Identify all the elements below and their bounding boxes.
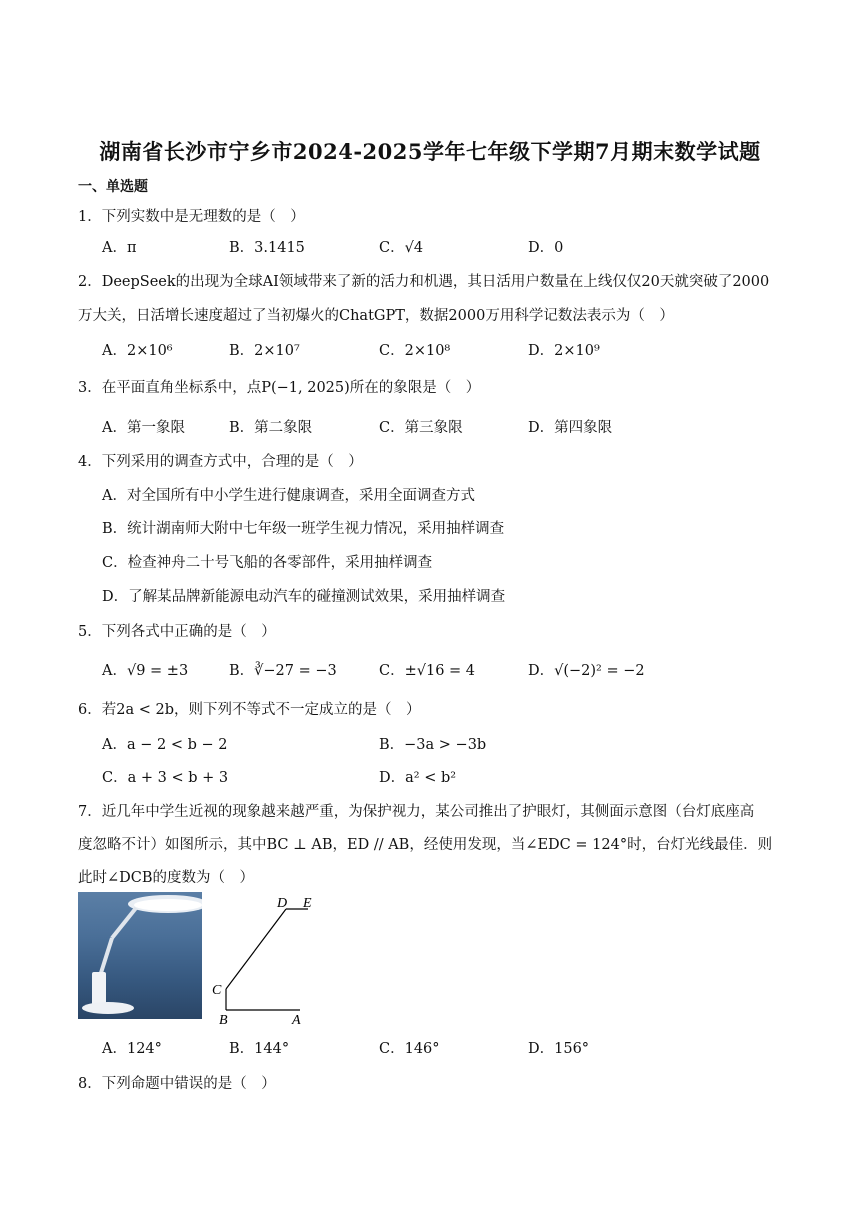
- question-7-option-d: D．156°: [528, 1041, 590, 1057]
- lamp-geometry-diagram: [208, 892, 324, 1028]
- question-1-option-c: C．√4: [379, 240, 424, 256]
- question-2-option-b: B．2×10⁷: [229, 343, 300, 359]
- question-2-line-2: 万大关，日活增长速度超过了当初爆火的ChatGPT，数据2000万用科学记数法表示为（ ）: [78, 308, 674, 324]
- question-1-stem: 1．下列实数中是无理数的是（ ）: [78, 209, 305, 225]
- question-4-option-a: A．对全国所有中小学生进行健康调查，采用全面调查方式: [102, 488, 475, 504]
- question-7-option-b: B．144°: [229, 1041, 290, 1057]
- question-2-option-d: D．2×10⁹: [528, 343, 600, 359]
- question-5-option-c: C．±√16 = 4: [379, 663, 476, 679]
- question-6-stem: 6．若2a < 2b，则下列不等式不一定成立的是（ ）: [78, 702, 421, 718]
- point-e-label: E: [303, 896, 312, 911]
- question-8-stem: 8．下列命题中错误的是（ ）: [78, 1076, 276, 1092]
- question-3-option-a: A．第一象限: [102, 420, 185, 436]
- question-4-stem: 4．下列采用的调查方式中，合理的是（ ）: [78, 454, 363, 470]
- point-b-label: B: [219, 1013, 228, 1028]
- question-3-option-c: C．第三象限: [379, 420, 463, 436]
- point-d-label: D: [277, 896, 288, 911]
- question-4-option-b: B．统计湖南师大附中七年级一班学生视力情况，采用抽样调查: [102, 521, 505, 537]
- section-heading: 一、单选题: [78, 179, 148, 195]
- desk-lamp-photo: [78, 892, 202, 1019]
- question-3-option-b: B．第二象限: [229, 420, 313, 436]
- question-7-line-2: 度忽略不计）如图所示，其中BC ⊥ AB，ED // AB，经使用发现，当∠EDC = 124°时，台灯光线最佳．则: [78, 837, 773, 853]
- question-5-stem: 5．下列各式中正确的是（ ）: [78, 624, 276, 640]
- question-2-line-1: 2．DeepSeek的出现为全球AI领域带来了新的活力和机遇，其日活用户数量在上线仅仅20天就突破了2000: [78, 274, 770, 290]
- question-7-option-a: A．124°: [102, 1041, 162, 1057]
- question-5-option-a: A．√9 = ±3: [102, 663, 189, 679]
- question-1-option-b: B．3.1415: [229, 240, 305, 256]
- question-6-option-d: D．a² < b²: [379, 770, 457, 786]
- question-5-option-b: B．∛−27 = −3: [229, 663, 337, 679]
- question-6-option-a: A．a − 2 < b − 2: [102, 737, 228, 753]
- question-6-option-b: B．−3a > −3b: [379, 737, 487, 753]
- question-6-option-c: C．a + 3 < b + 3: [102, 770, 229, 786]
- question-7-option-c: C．146°: [379, 1041, 440, 1057]
- point-a-label: A: [292, 1013, 301, 1028]
- question-2-option-c: C．2×10⁸: [379, 343, 451, 359]
- point-c-label: C: [212, 983, 222, 998]
- question-7-line-3: 此时∠DCB的度数为（ ）: [78, 870, 255, 886]
- question-4-option-d: D．了解某品牌新能源电动汽车的碰撞测试效果，采用抽样调查: [102, 589, 506, 605]
- question-3-option-d: D．第四象限: [528, 420, 613, 436]
- question-2-option-a: A．2×10⁶: [102, 343, 173, 359]
- question-1-option-d: D．0: [528, 240, 564, 256]
- question-1-option-a: A．π: [102, 240, 137, 256]
- question-5-option-d: D．√(−2)² = −2: [528, 663, 645, 679]
- page-title: 湖南省长沙市宁乡市2024-2025学年七年级下学期7月期末数学试题: [99, 139, 761, 164]
- question-4-option-c: C．检查神舟二十号飞船的各零部件，采用抽样调查: [102, 555, 433, 571]
- question-7-line-1: 7．近几年中学生近视的现象越来越严重，为保护视力，某公司推出了护眼灯，其侧面示意图（台灯底座高: [78, 804, 755, 820]
- question-3-stem: 3．在平面直角坐标系中，点P(−1, 2025)所在的象限是（ ）: [78, 380, 481, 396]
